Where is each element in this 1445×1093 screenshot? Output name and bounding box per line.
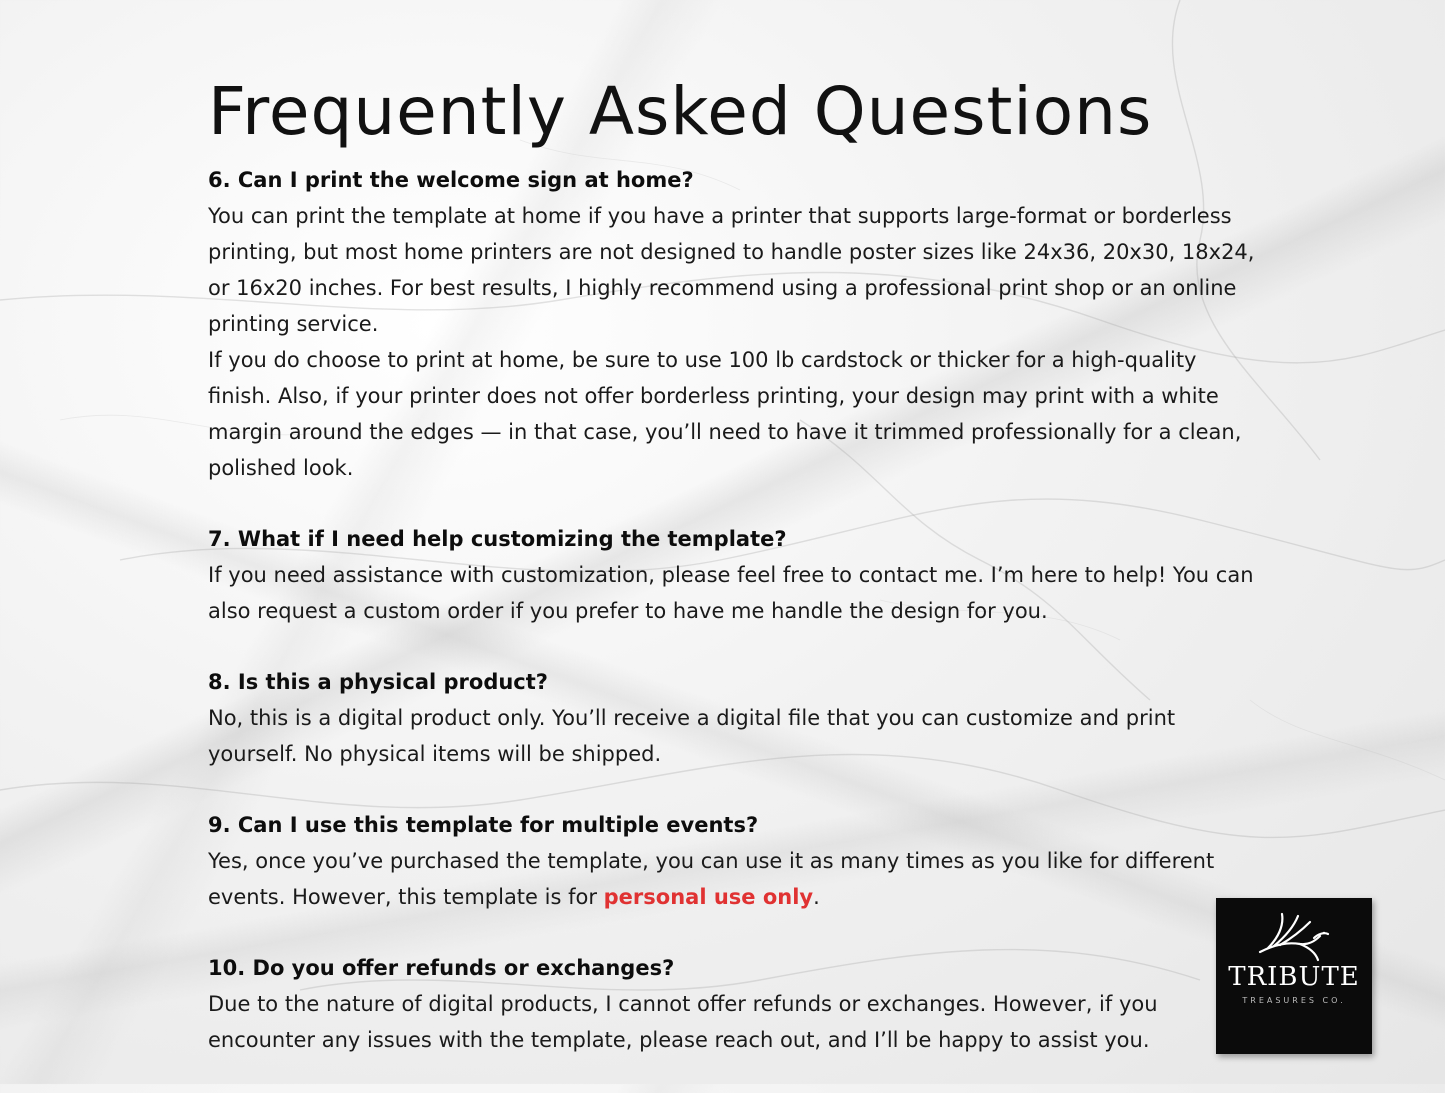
faq-question: 6. Can I print the welcome sign at home? bbox=[208, 168, 694, 192]
personal-use-emphasis: personal use only bbox=[603, 885, 814, 909]
faq-question: 8. Is this a physical product? bbox=[208, 670, 548, 694]
faq-answer: Due to the nature of digital products, I cannot offer refunds or exchanges. However, if you encounter any issues with the template, please reach out, and I’ll be happy to assist you. bbox=[208, 992, 1158, 1052]
faq-item-7 bbox=[208, 521, 1266, 629]
faq-list bbox=[208, 162, 1266, 1093]
faq-item-10 bbox=[208, 950, 1266, 1058]
faq-answer: You can print the template at home if you have a printer that supports large-format or borderless printing, but most home printers are not designed to handle poster sizes like 24x36, 20x30, 18x24, or 16x20 inches. For best results, I highly recommend using a professional print shop or an online printing service. bbox=[208, 204, 1255, 336]
logo-wordmark: TRIBUTE bbox=[1228, 962, 1360, 992]
faq-question: 9. Can I use this template for multiple events? bbox=[208, 813, 759, 837]
faq-question: 7. What if I need help customizing the template? bbox=[208, 527, 787, 551]
page-title: Frequently Asked Questions bbox=[208, 73, 1153, 150]
logo-tagline: TREASURES CO. bbox=[1242, 996, 1346, 1005]
faq-answer-text: Yes, once you’ve purchased the template, you can use it as many times as you like for different events. However, this template is for bbox=[208, 849, 1215, 909]
dove-icon bbox=[1254, 908, 1334, 964]
faq-item-8 bbox=[208, 664, 1266, 772]
faq-answer bbox=[208, 843, 1266, 915]
faq-answer-end: . bbox=[813, 885, 820, 909]
faq-item-6 bbox=[208, 162, 1266, 486]
faq-answer-continued: If you do choose to print at home, be sure to use 100 lb cardstock or thicker for a high-quality finish. Also, if your printer does not offer borderless printing, your design may print with a white margin around the edges — in that case, you’ll need to have it trimmed professionally for a clean, polished look. bbox=[208, 348, 1242, 480]
faq-answer: No, this is a digital product only. You’ll receive a digital file that you can customize and print yourself. No physical items will be shipped. bbox=[208, 706, 1176, 766]
brand-logo bbox=[1216, 898, 1372, 1054]
faq-item-9 bbox=[208, 807, 1266, 915]
faq-question: 10. Do you offer refunds or exchanges? bbox=[208, 956, 675, 980]
faq-answer: If you need assistance with customization, please feel free to contact me. I’m here to help! You can also request a custom order if you prefer to have me handle the design for you. bbox=[208, 563, 1254, 623]
